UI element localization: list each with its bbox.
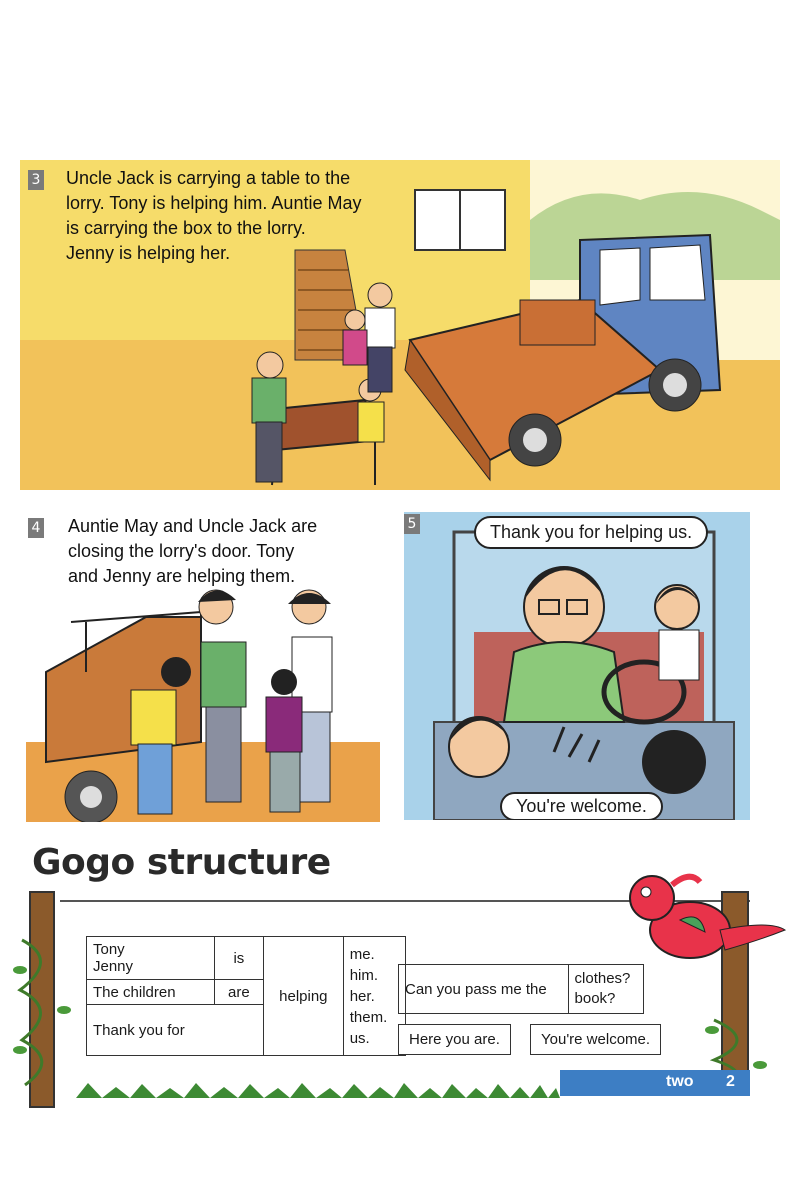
helping-cell: helping: [263, 937, 343, 1056]
verb-are: are: [214, 980, 263, 1005]
object-him: him.: [349, 966, 379, 984]
page-number: 2: [726, 1073, 735, 1090]
object-me: me.: [349, 945, 375, 963]
page-word: two: [666, 1073, 694, 1090]
subject-tony: Tony: [93, 941, 125, 959]
panel-4-line: and Jenny are helping them.: [68, 566, 296, 586]
panel-5: [404, 512, 750, 820]
panel-3-line: lorry. Tony is helping him. Auntie May: [66, 193, 362, 213]
panel-3-line: Uncle Jack is carrying a table to the: [66, 168, 351, 188]
verb-cell: is: [214, 937, 263, 980]
subject-thank-you-for: Thank you for: [87, 1005, 264, 1056]
panel-4-caption: [68, 514, 317, 589]
reply-youre-welcome: You're welcome.: [530, 1024, 661, 1055]
page-footer: [560, 1070, 750, 1096]
panel-3-caption: [66, 166, 361, 266]
speech-bubble-thanks: Thank you for helping us.: [474, 516, 708, 549]
panel-3-line: Jenny is helping her.: [66, 243, 231, 263]
pass-item-clothes: clothes?: [574, 970, 631, 987]
object-them: them.: [349, 1008, 388, 1026]
panel-4-number: 4: [28, 518, 44, 538]
object-her: her.: [349, 987, 375, 1005]
panel-4-line: Auntie May and Uncle Jack are: [68, 516, 318, 536]
panel-4-line: closing the lorry's door. Tony: [68, 541, 295, 561]
panel-4: [26, 512, 380, 822]
panel-3-number: 3: [28, 170, 44, 190]
section-title: Gogo structure: [32, 842, 331, 883]
reply-here-you-are: Here you are.: [398, 1024, 511, 1055]
pass-item-book: book?: [574, 990, 616, 1007]
grass-strip: [68, 1083, 560, 1098]
panel-3-line: is carrying the box to the lorry.: [66, 218, 306, 238]
panel-3: [20, 160, 780, 490]
subject-jenny: Jenny: [93, 958, 134, 976]
object-us: us.: [349, 1029, 370, 1047]
dinosaur-icon: [630, 876, 785, 958]
panel-5-number: 5: [404, 514, 420, 534]
subject-children: The children: [87, 980, 215, 1005]
speech-bubble-welcome: You're welcome.: [500, 792, 663, 820]
panel-5-illustration: [404, 512, 750, 820]
pass-question: Can you pass me the: [399, 965, 569, 1014]
